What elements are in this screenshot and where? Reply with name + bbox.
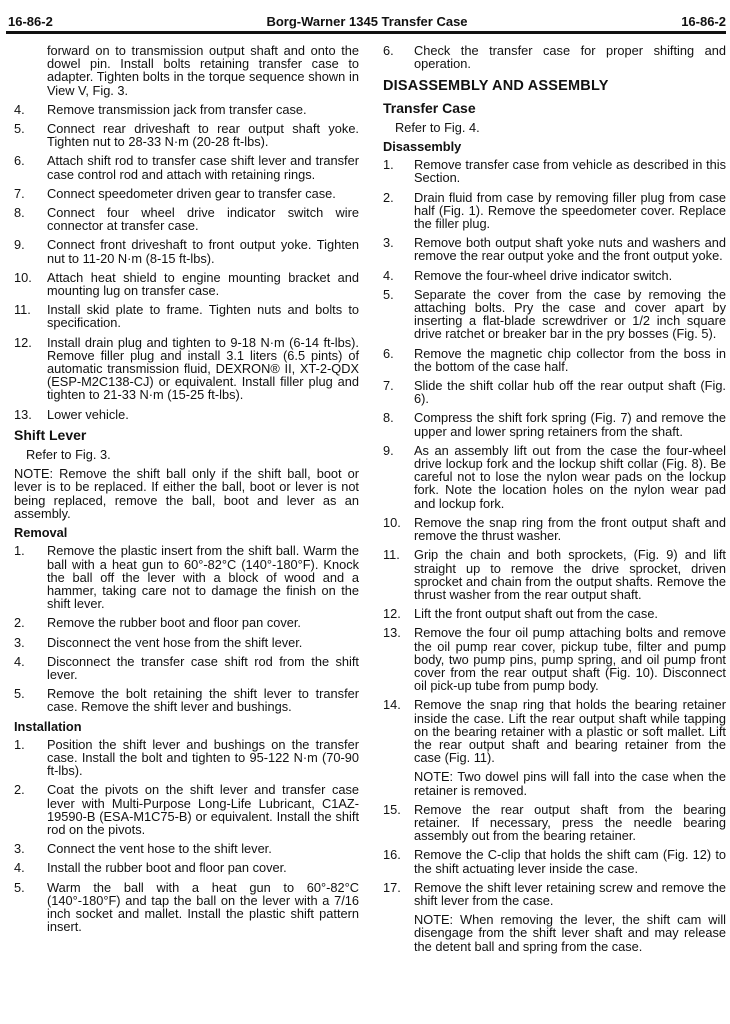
list-item xyxy=(383,44,726,70)
step-number: 6. xyxy=(383,43,394,58)
step-number: 3. xyxy=(14,634,25,650)
list-item xyxy=(14,103,359,116)
step-number: 11. xyxy=(383,547,400,563)
step-number: 3. xyxy=(383,235,394,251)
step-text: Remove both output shaft yoke nuts and washers and remove the rear output yoke and the front output yoke. xyxy=(414,235,726,264)
step-number: 4. xyxy=(14,101,25,117)
list-item xyxy=(14,238,359,264)
step-text: Remove the four-wheel drive indicator switch. xyxy=(414,267,673,283)
step-text: Install the rubber boot and floor pan cover. xyxy=(47,860,287,876)
step-text: Attach shift rod to transfer case shift lever and transfer case control rod and attach with retaining rings. xyxy=(47,153,359,182)
list-item xyxy=(383,881,726,907)
installation-steps-list xyxy=(14,738,359,934)
step-text: Connect speedometer driven gear to transfer case. xyxy=(47,185,336,201)
list-item xyxy=(14,881,359,934)
step-text: Position the shift lever and bushings on the transfer case. Install the bolt and tighten to 95-122 N·m (70-90 ft-lbs). xyxy=(47,736,359,779)
left-column xyxy=(14,44,359,939)
removal-steps-list xyxy=(14,544,359,713)
step-number: 5. xyxy=(383,286,394,302)
disassembly-steps-list-b xyxy=(383,803,726,907)
step-number: 13. xyxy=(14,406,32,422)
list-item xyxy=(383,516,726,542)
step-text: Connect the vent hose to the shift lever. xyxy=(47,841,272,857)
note-step-17: NOTE: When removing the lever, the shift cam will disengage from the shift lever shaft and may release the detent ball and spring from the case. xyxy=(414,912,726,954)
step-number: 6. xyxy=(383,345,394,361)
shift-lever-heading: Shift Lever xyxy=(14,426,87,443)
list-item xyxy=(383,803,726,843)
step-text: Install skid plate to frame. Tighten nuts and bolts to specification. xyxy=(47,302,359,331)
transfer-case-heading: Transfer Case xyxy=(383,99,476,116)
step-number: 6. xyxy=(14,153,25,169)
list-item xyxy=(14,842,359,855)
list-item xyxy=(14,861,359,874)
step-number: 2. xyxy=(383,189,394,205)
step-number: 4. xyxy=(383,267,394,283)
step-text: As an assembly lift out from the case the four-wheel drive lockup fork and the lockup shift collar (Fig. 8). Be careful not to lose the nylon wear pads on the lockup fork. Note the location holes on the nylon wear pad and lockup fork. xyxy=(414,442,726,511)
list-item xyxy=(383,269,726,282)
step-number: 15. xyxy=(383,801,401,817)
step-number: 4. xyxy=(14,653,25,669)
step-text: Remove the plastic insert from the shift ball. Warm the ball with a heat gun to 60°-82°C (140°-180°F). Knock the ball off the lever with a block of wood and a hammer, taking care not to damage the finish on the shift lever. xyxy=(47,543,359,612)
step-text: Remove the snap ring that holds the bearing retainer inside the case. Lift the rear output shaft while tapping on the bearing retainer with a plastic or soft mallet. Lift the rear output shaft and bearing retainer from the case (Fig. 11). xyxy=(414,697,726,766)
page-number-left: 16-86-2 xyxy=(8,14,53,29)
step-number: 9. xyxy=(383,442,394,458)
list-item xyxy=(383,236,726,262)
step-text: Grip the chain and both sprockets, (Fig. 9) and lift straight up to remove the drive sprocket, driven sprocket and chain from the output shafts. Remove the thrust washer from the rear output shaft. xyxy=(414,547,726,602)
list-item xyxy=(14,687,359,713)
header-rule xyxy=(6,31,726,34)
list-item xyxy=(383,548,726,601)
step-text: Remove transfer case from vehicle as described in this Section. xyxy=(414,157,726,186)
step-text: Install drain plug and tighten to 9-18 N·m (6-14 ft-lbs). Remove filler plug and install 3.1 liters (6.5 pints) of automatic transmission fluid, DEXRON® II, XT-2-QDX (ESP-M2C138-CJ) or equivalent. Install filler plug and tighten to 21-33 N·m (15-25 ft-lbs). xyxy=(47,334,359,403)
step-text: Lower vehicle. xyxy=(47,406,129,422)
continuation-paragraph: forward on to transmission output shaft and onto the dowel pin. Install bolts retaining transfer case to adapter. Tighten bolts in the torque sequence shown in View V, Fig. 3. xyxy=(47,43,359,98)
step-number: 17. xyxy=(383,879,401,895)
step-text: Compress the shift fork spring (Fig. 7) and remove the upper and lower spring retainers from the shaft. xyxy=(414,410,726,439)
list-item xyxy=(14,271,359,297)
shift-lever-refer: Refer to Fig. 3. xyxy=(26,447,111,463)
list-item xyxy=(383,698,726,764)
shift-lever-note: NOTE: Remove the shift ball only if the shift ball, boot or lever is to be replaced. If either the ball, boot or lever is not being replaced, remove the ball, boot and lever as an assembly. xyxy=(14,466,359,521)
list-item xyxy=(14,122,359,148)
step-number: 11. xyxy=(14,302,31,318)
list-item xyxy=(14,154,359,180)
step-number: 10. xyxy=(383,514,401,530)
step-text: Remove the shift lever retaining screw and remove the shift lever from the case. xyxy=(414,879,726,908)
list-item xyxy=(14,187,359,200)
step-text: Remove the four oil pump attaching bolts and remove the oil pump rear cover, pickup tube, filter and pump body, two pump pins, pump spring, and oil pump front cover from the rear output shaft (Fig. 10). Disconnect oil pick-up tube from pump body. xyxy=(414,625,726,694)
step-number: 1. xyxy=(14,543,25,559)
step-text: Connect four wheel drive indicator switch wire connector at transfer case. xyxy=(47,205,359,234)
list-item xyxy=(14,616,359,629)
transfer-case-refer: Refer to Fig. 4. xyxy=(395,119,480,135)
step-number: 7. xyxy=(14,185,25,201)
step-number: 2. xyxy=(14,615,25,631)
list-item xyxy=(383,191,726,231)
list-item xyxy=(383,444,726,510)
step-number: 1. xyxy=(14,736,25,752)
step-text: Connect front driveshaft to front output yoke. Tighten nut to 11-20 N·m (8-15 ft-lbs). xyxy=(47,237,359,266)
right-column xyxy=(383,44,726,959)
page-title: Borg-Warner 1345 Transfer Case xyxy=(266,14,468,29)
removal-heading: Removal xyxy=(14,525,68,541)
list-item xyxy=(14,544,359,610)
disassembly-steps-list xyxy=(383,158,726,764)
step-text: Attach heat shield to engine mounting bracket and mounting lug on transfer case. xyxy=(47,269,359,299)
step-text: Slide the shift collar hub off the rear output shaft (Fig. 6). xyxy=(414,378,726,407)
disassembly-heading: Disassembly xyxy=(383,139,462,155)
install-steps-list xyxy=(14,103,359,421)
list-item xyxy=(14,636,359,649)
main-heading: DISASSEMBLY AND ASSEMBLY xyxy=(383,78,609,95)
list-item xyxy=(14,738,359,778)
list-item xyxy=(383,288,726,341)
list-item xyxy=(14,408,359,421)
list-item xyxy=(383,626,726,692)
list-item xyxy=(14,783,359,836)
list-item xyxy=(383,379,726,405)
step-number: 8. xyxy=(383,410,394,426)
step-number: 5. xyxy=(14,879,25,895)
step-text: Remove the rubber boot and floor pan cover. xyxy=(47,615,301,631)
list-item xyxy=(14,303,359,329)
list-item xyxy=(14,655,359,681)
step-number: 4. xyxy=(14,860,25,876)
step-text: Disconnect the transfer case shift rod from the shift lever. xyxy=(47,653,359,682)
step-text: Drain fluid from case by removing filler plug from case half (Fig. 1). Remove the speedometer cover. Replace the filler plug. xyxy=(414,189,726,232)
list-item xyxy=(383,848,726,874)
list-item xyxy=(383,607,726,620)
step-text: Remove the magnetic chip collector from the boss in the bottom of the case half. xyxy=(414,345,726,374)
step-text: Remove the snap ring from the front output shaft and remove the thrust washer. xyxy=(414,514,726,544)
page-number-right: 16-86-2 xyxy=(681,14,726,29)
step-number: 9. xyxy=(14,237,25,253)
step-text: Remove the bolt retaining the shift lever to transfer case. Remove the shift lever and bushings. xyxy=(47,686,359,715)
step-text: Remove the C-clip that holds the shift cam (Fig. 12) to the shift actuating lever inside the case. xyxy=(414,847,726,876)
step-number: 14. xyxy=(383,697,401,713)
step-number: 16. xyxy=(383,847,401,863)
step-text: Remove the rear output shaft from the bearing retainer. If necessary, press the needle bearing assembly out from the bearing retainer. xyxy=(414,801,726,844)
step-number: 2. xyxy=(14,782,25,798)
step-text: Lift the front output shaft out from the case. xyxy=(414,606,658,622)
list-item xyxy=(383,347,726,373)
step-text: Remove transmission jack from transfer case. xyxy=(47,101,307,117)
note-step-14: NOTE: Two dowel pins will fall into the case when the retainer is removed. xyxy=(414,769,726,798)
step-number: 13. xyxy=(383,625,401,641)
step-text: Check the transfer case for proper shifting and operation. xyxy=(414,43,726,72)
step-number: 12. xyxy=(383,606,401,622)
step-number: 3. xyxy=(14,841,25,857)
step-number: 10. xyxy=(14,269,32,285)
step-number: 5. xyxy=(14,686,25,702)
step-number: 5. xyxy=(14,121,25,137)
page-header xyxy=(8,8,726,32)
list-item xyxy=(383,411,726,437)
step-number: 8. xyxy=(14,205,25,221)
step-number: 1. xyxy=(383,157,394,173)
step-text: Warm the ball with a heat gun to 60°-82°C (140°-180°F) and tap the ball on the lever with a 7/16 inch socket and mallet. Install the plastic shift pattern insert. xyxy=(47,879,359,935)
step-number: 12. xyxy=(14,334,32,350)
step-number: 7. xyxy=(383,378,394,394)
step-text: Disconnect the vent hose from the shift lever. xyxy=(47,634,303,650)
step-text: Connect rear driveshaft to rear output shaft yoke. Tighten nut to 28-33 N·m (20-28 ft-lbs). xyxy=(47,121,359,150)
step-text: Coat the pivots on the shift lever and transfer case lever with Multi-Purpose Long-Life Lubricant, C1AZ-19590-B (ESA-M1C75-B) or equivalent. Install the shift rod on the pivots. xyxy=(47,782,359,837)
list-item xyxy=(383,158,726,184)
step-text: Separate the cover from the case by removing the attaching bolts. Pry the case and cover apart by inserting a flat-blade screwdriver or 1/2 inch square drive ratchet or breaker bar in the pry bosses (Fig. 5). xyxy=(414,286,726,342)
list-item xyxy=(14,206,359,232)
list-item xyxy=(14,336,359,402)
installation-heading: Installation xyxy=(14,718,82,734)
